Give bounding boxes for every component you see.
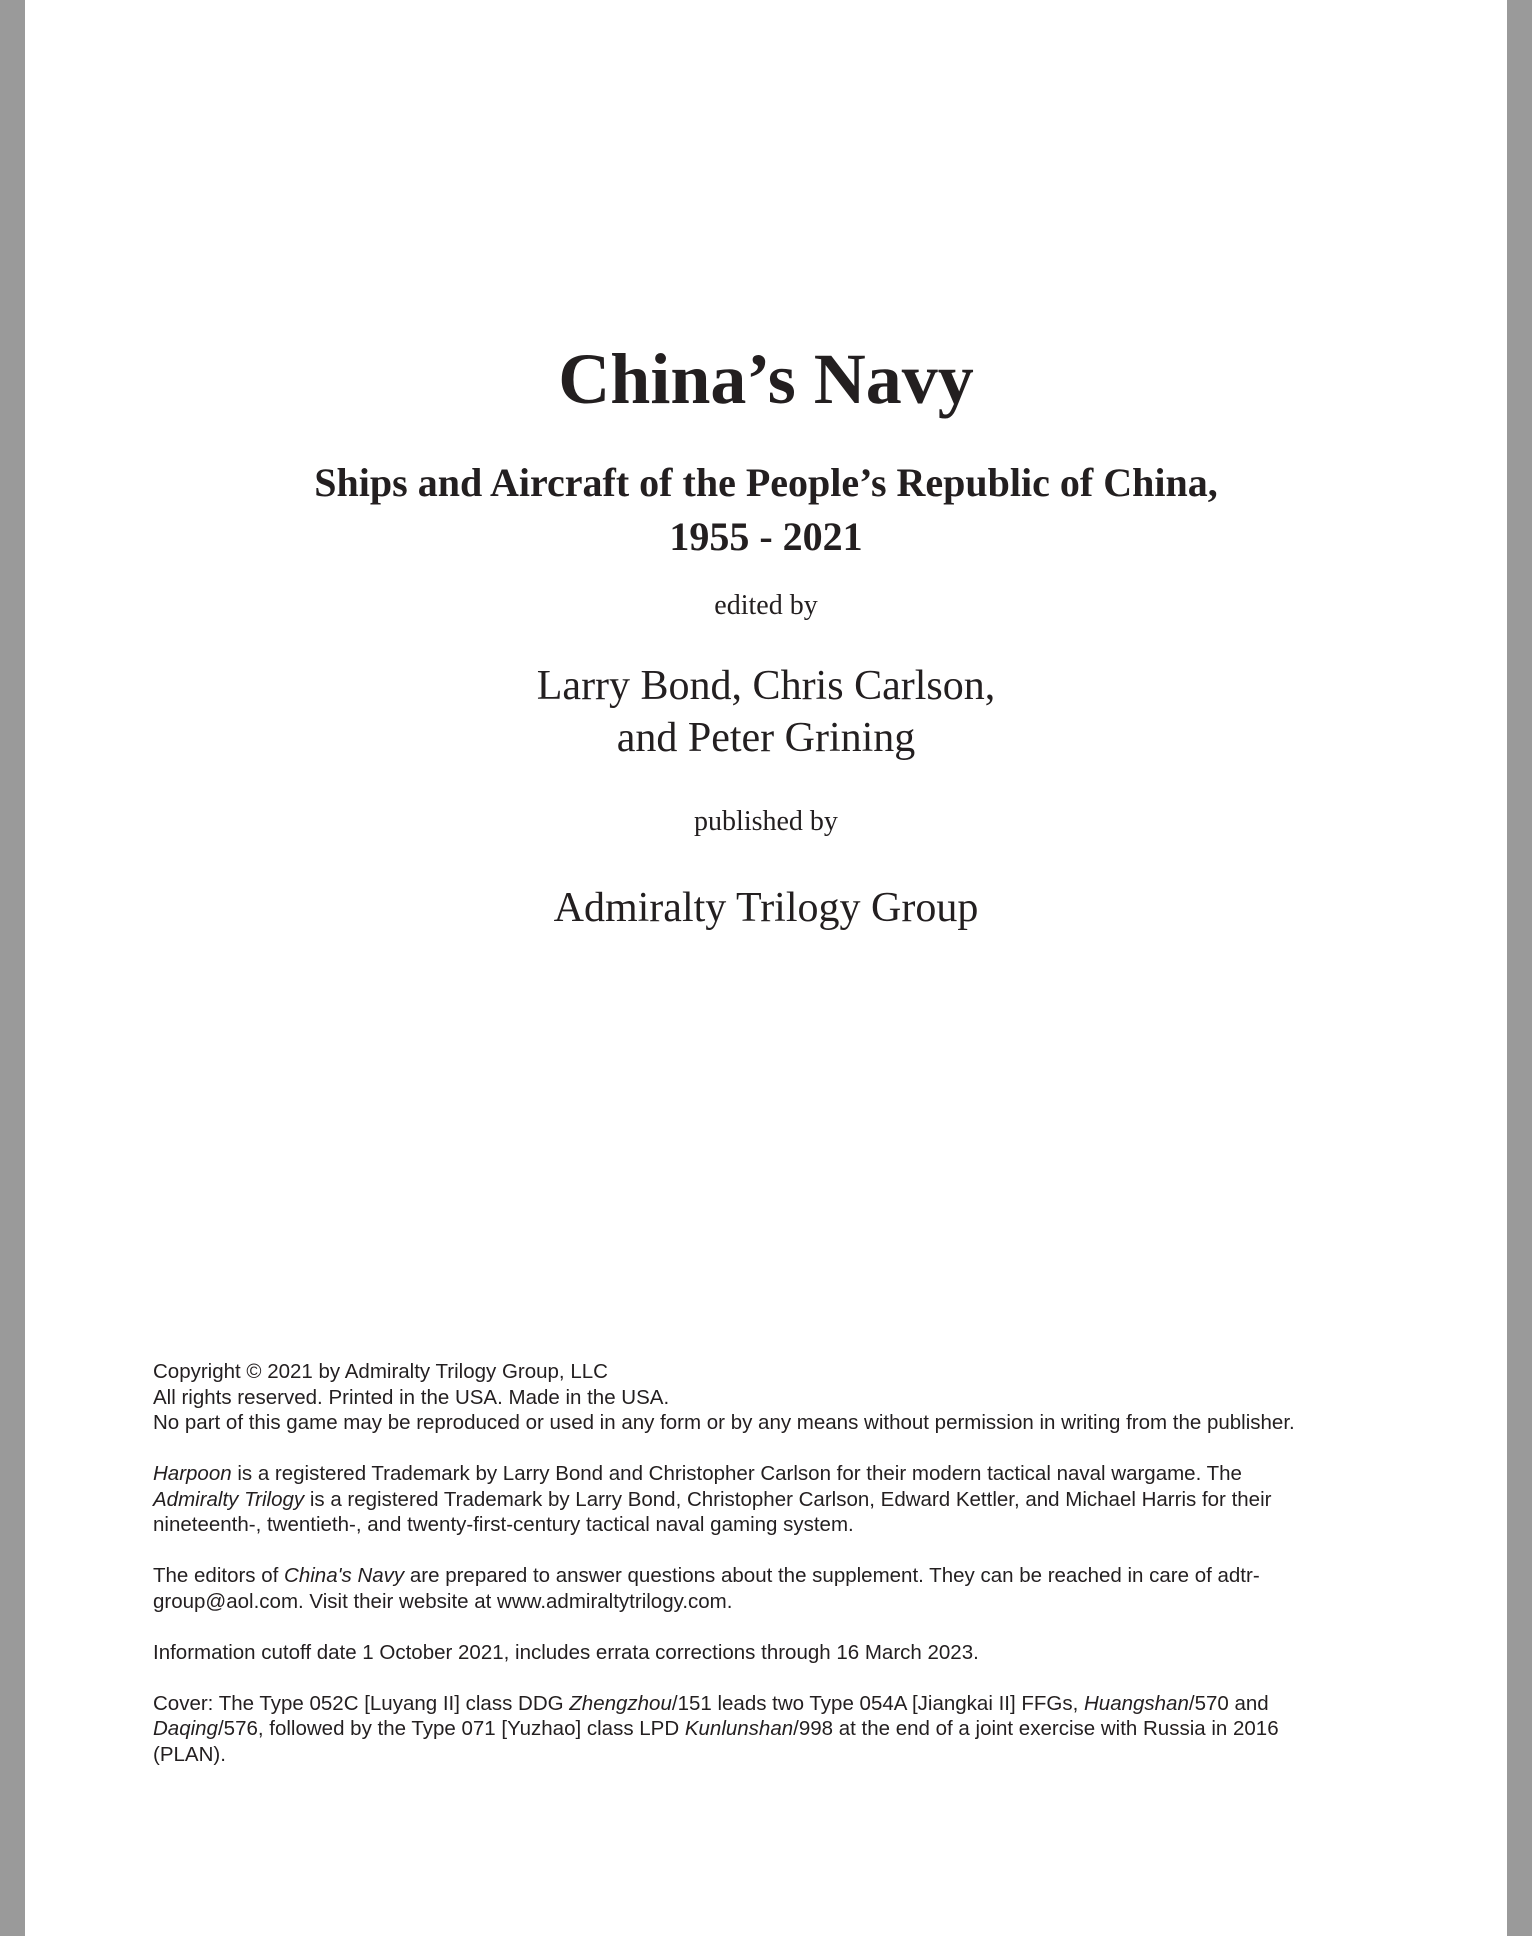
copyright-paragraph [153, 1359, 1383, 1436]
book-subtitle [25, 456, 1507, 564]
harpoon-trademark: Harpoon [153, 1462, 232, 1485]
subtitle-line-1: Ships and Aircraft of the People’s Republic of China, [314, 460, 1218, 505]
editors-line-2: and Peter Grining [616, 715, 916, 761]
reproduction-line: No part of this game may be reproduced or used in any form or by any means without permission in writing from the publisher. [153, 1411, 1295, 1434]
title-page [25, 0, 1507, 1936]
contact-paragraph: The editors of China's Navy are prepared to answer questions about the supplement. They can be reached in care of adtr- group@aol.com. Visit their website at www.admiraltytrilogy.com. [153, 1563, 1383, 1614]
legal-notice [153, 1359, 1383, 1793]
edited-by-label: edited by [714, 590, 818, 621]
book-title: China’s Navy [558, 339, 974, 419]
rights-line: All rights reserved. Printed in the USA. Made in the USA. [153, 1385, 670, 1409]
cover-caption: Cover: The Type 052C [Luyang II] class DDG Zhengzhou/151 leads two Type 054A [Jiangkai II] FFGs, Huangshan/570 and Daqing/576, followed by the Type 071 [Yuzhao] class LPD Kunlunshan/998 at the end of a joint exercise with Russia in 2016 (PLAN). [153, 1691, 1279, 1766]
publisher-name: Admiralty Trilogy Group [553, 885, 979, 931]
editors-names [25, 660, 1507, 764]
published-by-label: published by [694, 806, 838, 837]
contact-email-website: group@aol.com. Visit their website at www.admiraltytrilogy.com. [153, 1589, 733, 1613]
subtitle-line-2: 1955 - 2021 [669, 514, 863, 559]
copyright-line: Copyright © 2021 by Admiralty Trilogy Group, LLC [153, 1360, 608, 1383]
editors-line-1: Larry Bond, Chris Carlson, [536, 663, 996, 709]
trademark-paragraph: Harpoon is a registered Trademark by Larry Bond and Christopher Carlson for their modern tactical naval wargame. The Admiralty Trilogy is a registered Trademark by Larry Bond, Christopher Carlson, Edward Kettler, and Michael Harris for their nineteenth-, twentieth-, and twenty-first-century tactical naval gaming system. [153, 1462, 1272, 1536]
cutoff-paragraph: Information cutoff date 1 October 2021, includes errata corrections through 16 March 2023. [153, 1640, 979, 1664]
admiralty-trilogy-trademark: Admiralty Trilogy [153, 1487, 305, 1511]
